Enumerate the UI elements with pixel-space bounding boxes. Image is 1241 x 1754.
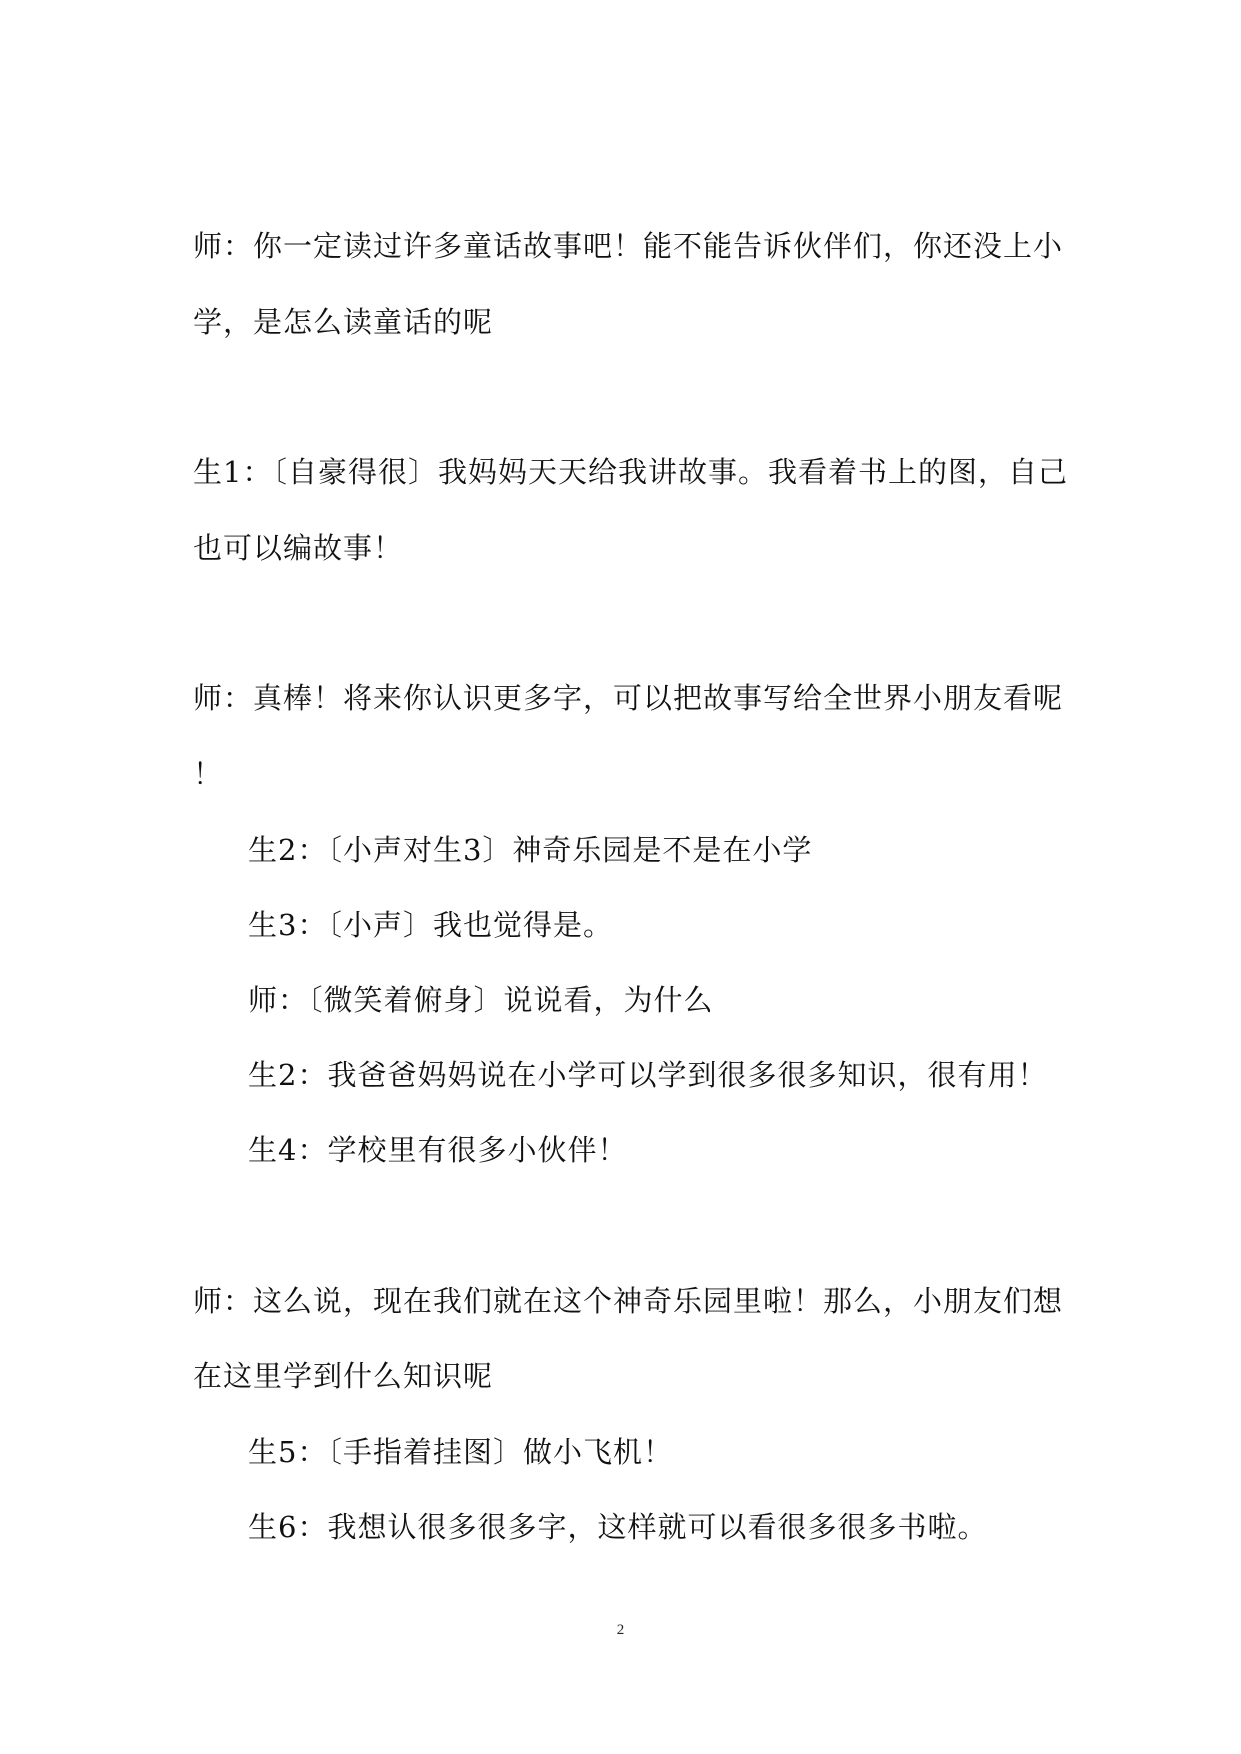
dialogue-line: 在这里学到什么知识呢 xyxy=(193,1359,494,1393)
dialogue-line: 生1：〔自豪得很〕我妈妈天天给我讲故事。我看着书上的图，自己 xyxy=(193,455,1068,489)
dialogue-line: 师：你一定读过许多童话故事吧！能不能告诉伙伴们，你还没上小 xyxy=(193,229,1064,263)
dialogue-line: 生3：〔小声〕我也觉得是。 xyxy=(248,908,613,942)
dialogue-line: 师：这么说，现在我们就在这个神奇乐园里啦！那么，小朋友们想 xyxy=(193,1284,1064,1318)
dialogue-line: 生2：〔小声对生3〕神奇乐园是不是在小学 xyxy=(248,833,813,867)
page-number: 2 xyxy=(616,1622,625,1638)
dialogue-line: 师：真棒！将来你认识更多字，可以把故事写给全世界小朋友看呢 xyxy=(193,681,1064,715)
dialogue-line: 师：〔微笑着俯身〕说说看，为什么 xyxy=(248,983,714,1017)
dialogue-line: 生6：我想认很多很多字，这样就可以看很多很多书啦。 xyxy=(248,1510,988,1544)
dialogue-line: ！ xyxy=(193,757,224,791)
dialogue-line: 学，是怎么读童话的呢 xyxy=(193,305,494,339)
dialogue-line: 也可以编故事！ xyxy=(193,531,404,565)
dialogue-line: 生2：我爸爸妈妈说在小学可以学到很多很多知识，很有用！ xyxy=(248,1058,1048,1092)
dialogue-line: 生5：〔手指着挂图〕做小飞机！ xyxy=(248,1435,673,1469)
dialogue-line: 生4：学校里有很多小伙伴！ xyxy=(248,1133,628,1167)
